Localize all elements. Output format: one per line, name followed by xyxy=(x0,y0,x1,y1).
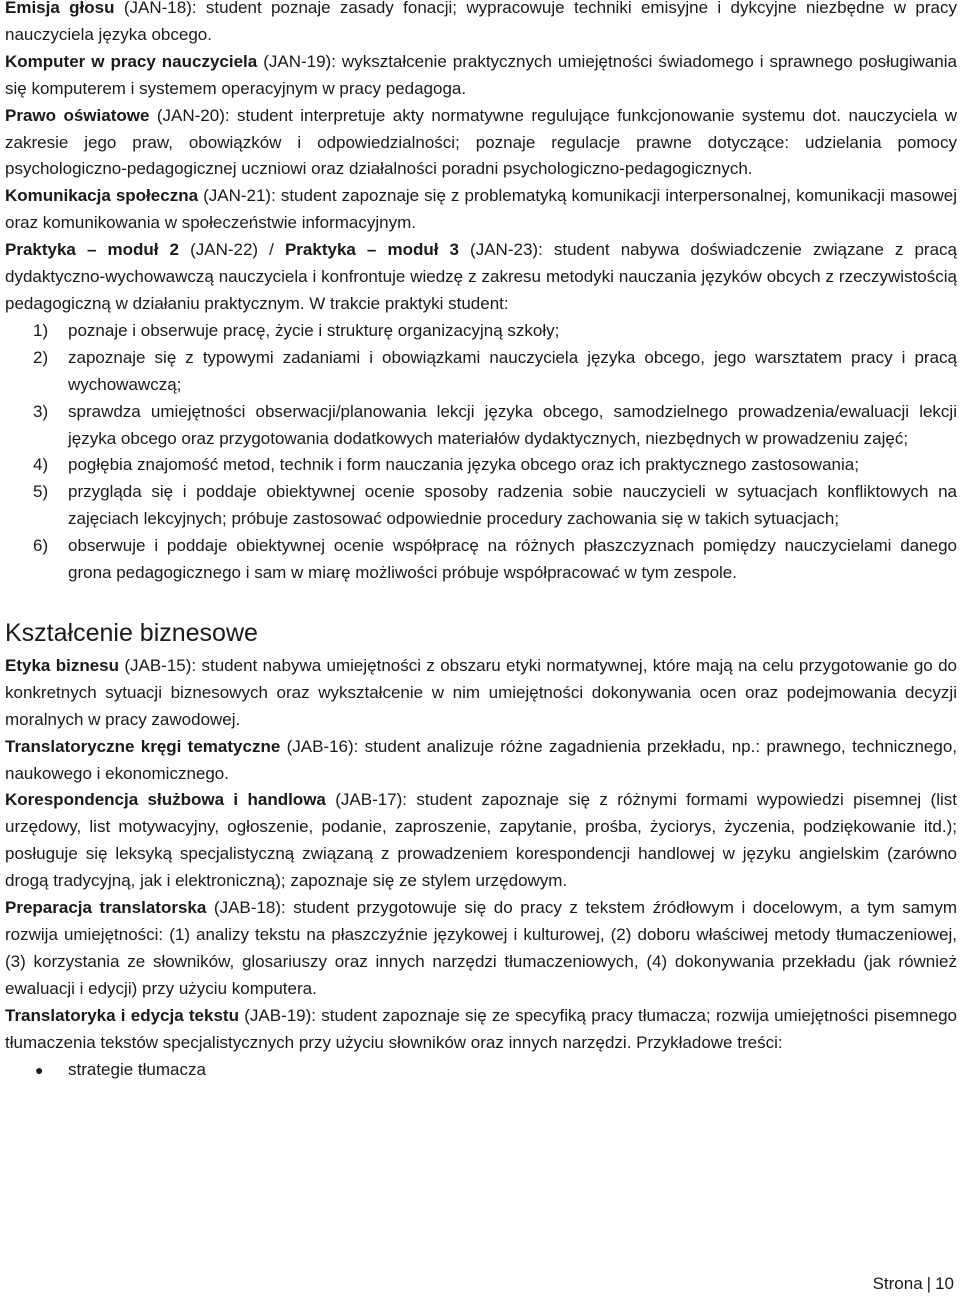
list-item xyxy=(5,318,957,345)
course-description: (JAB-19): student zapoznaje się ze specyfiką pracy tłumacza; rozwija umiejętności pisemnego tłumaczenia tekstów specjalistycznych przy użyciu słowników oraz innych narzędzi. Przykładowe treści: xyxy=(5,1005,957,1052)
course-description: (JAB-15): student nabywa umiejętności z obszaru etyki normatywnej, które mają na celu przygotowanie go do konkretnych sytuacji biznesowych oraz wykształcenie w nim umiejętności dokonywania ocen oraz podejmowania decyzji moralnych w pracy zawodowej. xyxy=(5,655,957,729)
bullet-item-text: strategie tłumacza xyxy=(68,1059,206,1079)
bottom-paragraphs xyxy=(5,653,957,1057)
course-description: (JAB-16): student analizuje różne zagadnienia przekładu, np.: prawnego, technicznego, naukowego i ekonomicznego. xyxy=(5,736,957,783)
course-title: Praktyka – moduł 2 xyxy=(5,240,180,260)
list-item xyxy=(5,479,957,533)
course-title: Emisja głosu xyxy=(5,0,115,17)
page-label: Strona xyxy=(872,1274,923,1293)
course-paragraph xyxy=(5,653,957,734)
document-page xyxy=(5,0,957,1083)
list-item xyxy=(5,452,957,479)
course-description: (JAB-18): student przygotowuje się do pracy z tekstem źródłowym i docelowym, a tym samym rozwija umiejętności: (1) analizy tekstu na płaszczyźnie językowej i kulturowej, (2) doboru właściwej metody tłumaczeniowej, (3) korzystania ze słowników, glosariuszy oraz innych narzędzi tłumaczeniowych, (4) dokonywania przekładu (jak również ewaluacji i edycji) przy użyciu komputera. xyxy=(5,898,957,998)
course-description: (JAN-18): student poznaje zasady fonacji; wypracowuje techniki emisyjne i dykcyjne niezbędne w pracy nauczyciela języka obcego. xyxy=(5,0,957,44)
list-item xyxy=(5,533,957,587)
course-code: (JAN-22) / xyxy=(179,240,285,260)
course-title: Komunikacja społeczna xyxy=(5,186,199,206)
praktyka-list xyxy=(5,318,957,587)
course-title: Etyka biznesu xyxy=(5,655,119,675)
course-paragraph xyxy=(5,734,957,788)
course-paragraph xyxy=(5,787,957,895)
course-paragraph xyxy=(5,103,957,184)
list-item-text: obserwuje i poddaje obiektywnej ocenie współpracę na różnych płaszczyznach pomiędzy nauczycielami danego grona pedagogicznego i sam w miarę możliwości próbuje współpracować w tym zespole. xyxy=(68,536,957,583)
course-paragraph xyxy=(5,1003,957,1057)
page-footer xyxy=(873,1273,954,1295)
list-number: 5) xyxy=(33,482,49,502)
footer-separator: | xyxy=(926,1274,932,1293)
list-number: 1) xyxy=(33,320,49,340)
course-paragraph xyxy=(5,49,957,103)
course-title: Praktyka – moduł 3 xyxy=(284,240,459,260)
list-item-text: poznaje i obserwuje pracę, życie i strukturę organizacyjną szkoły; xyxy=(68,320,560,340)
course-paragraph xyxy=(5,183,957,237)
bullet-list xyxy=(5,1057,957,1084)
list-number: 4) xyxy=(33,455,49,475)
page-number: 10 xyxy=(935,1274,954,1293)
course-title: Translatoryczne kręgi tematyczne xyxy=(5,736,281,756)
list-item-text: pogłębia znajomość metod, technik i form nauczania języka obcego oraz ich praktycznego zastosowania; xyxy=(68,455,859,475)
top-paragraphs xyxy=(5,0,957,237)
course-title: Prawo oświatowe xyxy=(5,105,150,125)
list-item xyxy=(5,399,957,453)
bullet-icon: ● xyxy=(35,1061,44,1078)
praktyka-paragraph xyxy=(5,237,957,318)
course-paragraph xyxy=(5,895,957,1003)
list-item-text: sprawdza umiejętności obserwacji/planowania lekcji języka obcego, samodzielnego prowadzenia/ewaluacji lekcji języka obcego oraz przygotowania dodatkowych materiałów dydaktycznych, niezbędnych w prowadzeniu zajęć; xyxy=(68,401,957,448)
course-title: Korespondencja służbowa i handlowa xyxy=(5,790,326,810)
list-item-text: przygląda się i poddaje obiektywnej ocenie sposoby radzenia sobie nauczycieli w sytuacjach konfliktowych na zajęciach lekcyjnych; próbuje zastosować odpowiednie procedury zachowania się w takich sytuacjach; xyxy=(68,482,957,529)
course-description: (JAB-17): student zapoznaje się z różnymi formami wypowiedzi pisemnej (list urzędowy, list motywacyjny, ogłoszenie, podanie, zaproszenie, zapytanie, prośba, życiorys, życzenia, podziękowanie itd.); posługuje się leksyką specjalistyczną związaną z prowadzeniem korespondencji handlowej w języku angielskim (zarówno drogą tradycyjną, jak i elektroniczną); zapoznaje się ze stylem urzędowym. xyxy=(5,790,957,891)
section-heading: Kształcenie biznesowe xyxy=(5,618,258,647)
course-title: Translatoryka i edycja tekstu xyxy=(5,1005,239,1025)
course-title: Komputer w pracy nauczyciela xyxy=(5,51,258,71)
course-description: (JAN-19): wykształcenie praktycznych umiejętności świadomego i sprawnego posługiwania się komputerem i systemem operacyjnym w pracy pedagoga. xyxy=(5,51,957,98)
list-number: 3) xyxy=(33,401,49,421)
list-item-text: zapoznaje się z typowymi zadaniami i obowiązkami nauczyciela języka obcego, jego warsztatem pracy i pracą wychowawczą; xyxy=(68,347,957,394)
list-item xyxy=(5,345,957,399)
course-description: (JAN-20): student interpretuje akty normatywne regulujące funkcjonowanie systemu dot. nauczyciela w zakresie jego praw, obowiązków i odpowiedzialności; poznaje regulacje prawne dotyczące: udzielania pomocy psychologiczno-pedagogicznej uczniowi oraz działalności poradni psychologiczno-pedagogicznych. xyxy=(5,105,957,179)
course-paragraph xyxy=(5,0,957,49)
list-number: 2) xyxy=(33,347,49,367)
bullet-item xyxy=(5,1057,957,1084)
course-title: Preparacja translatorska xyxy=(5,898,207,918)
course-description: (JAN-23): student nabywa doświadczenie związane z pracą dydaktyczno-wychowawczą nauczyciela i konfrontuje wiedzę z zakresu metodyki nauczania języków obcych z rzeczywistością pedagogiczną w działaniu praktycznym. W trakcie praktyki student: xyxy=(5,240,957,313)
list-number: 6) xyxy=(33,536,49,556)
course-description: (JAN-21): student zapoznaje się z problematyką komunikacji interpersonalnej, komunikacji masowej oraz komunikowania w społeczeństwie informacyjnym. xyxy=(5,186,958,233)
